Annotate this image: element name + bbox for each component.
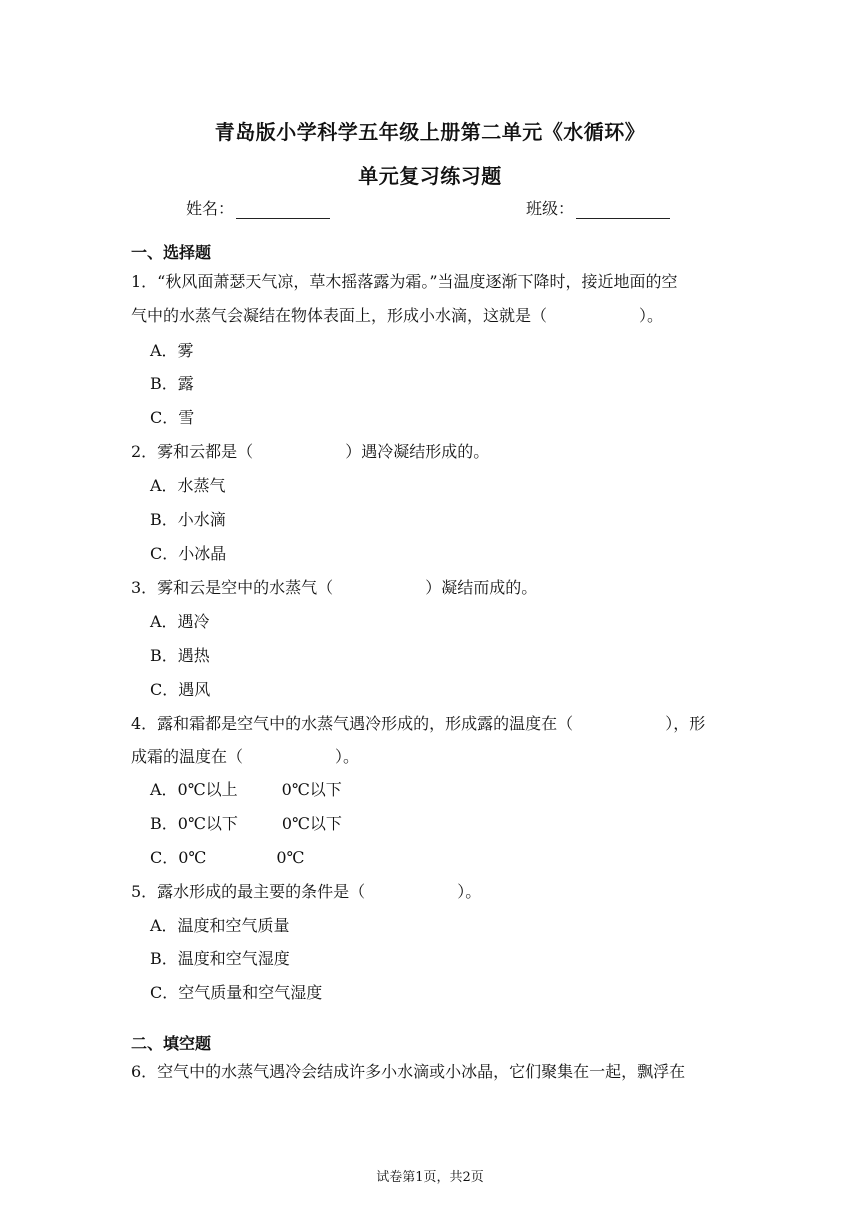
option-a-part-2: 0℃以下	[281, 780, 342, 799]
question-1-line-1: 1．“秋风面萧瑟天气凉，草木摇落露为霜。”当温度逐渐下降时，接近地面的空	[131, 272, 678, 291]
question-1-line-2	[131, 303, 731, 326]
question-3-tail: ）凝结而成的。	[425, 578, 538, 597]
option-a[interactable]: A．水蒸气	[150, 476, 226, 495]
section-heading-fill: 二、填空题	[131, 1034, 212, 1053]
question-2-text: 2．雾和云都是（	[131, 442, 254, 461]
section-heading-choice: 一、选择题	[131, 243, 212, 262]
page-footer: 试卷第1页，共2页	[376, 1170, 484, 1185]
question-2-tail: ）遇冷凝结形成的。	[345, 442, 490, 461]
question-5-text: 5．露水形成的最主要的条件是（	[131, 882, 366, 901]
name-label: 姓名：	[186, 199, 235, 218]
question-3-text: 3．雾和云是空中的水蒸气（	[131, 578, 334, 597]
question-6-line-1: 6．空气中的水蒸气遇冷会结成许多小水滴或小冰晶，它们聚集在一起，飘浮在	[131, 1062, 686, 1081]
option-a[interactable]	[150, 777, 342, 800]
option-b[interactable]: B．温度和空气湿度	[150, 949, 290, 968]
option-c[interactable]	[150, 845, 304, 868]
option-b[interactable]: B．露	[150, 374, 194, 393]
question-4-mid: ），形	[665, 714, 706, 733]
class-field	[526, 196, 670, 219]
option-a[interactable]: A．雾	[150, 341, 194, 360]
option-b-part-2: 0℃以下	[281, 814, 342, 833]
page-subtitle: 单元复习练习题	[358, 164, 502, 188]
name-blank[interactable]	[236, 203, 330, 219]
question-4-text: 4．露和霜都是空气中的水蒸气遇冷形成的，形成露的温度在（	[131, 714, 574, 733]
option-b[interactable]: B．小水滴	[150, 510, 226, 529]
question-4-line-1	[131, 711, 731, 734]
option-c[interactable]: C．空气质量和空气湿度	[150, 983, 323, 1002]
option-c-part-1: C．0℃	[150, 848, 207, 867]
option-b[interactable]: B．遇热	[150, 646, 210, 665]
question-4-text-2: 成霜的温度在（	[131, 747, 244, 766]
option-c[interactable]: C．雪	[150, 408, 195, 427]
option-b-part-1: B．0℃以下	[150, 814, 238, 833]
option-c-part-2: 0℃	[276, 848, 305, 867]
question-1-tail: ）。	[639, 306, 664, 325]
question-2	[131, 439, 731, 462]
class-blank[interactable]	[576, 203, 670, 219]
option-a[interactable]: A．温度和空气质量	[150, 916, 290, 935]
question-1-text: 气中的水蒸气会凝结在物体表面上，形成小水滴，这就是（	[131, 306, 548, 325]
question-3	[131, 575, 731, 598]
question-4-line-2	[131, 744, 731, 767]
name-field	[186, 196, 330, 219]
option-b[interactable]	[150, 811, 342, 834]
page-title: 青岛版小学科学五年级上册第二单元《水循环》	[214, 120, 646, 144]
question-5-tail: ）。	[457, 882, 482, 901]
option-a[interactable]: A．遇冷	[150, 612, 210, 631]
option-a-part-1: A．0℃以上	[150, 780, 238, 799]
class-label: 班级：	[526, 199, 575, 218]
option-c[interactable]: C．遇风	[150, 680, 211, 699]
option-c[interactable]: C．小冰晶	[150, 544, 227, 563]
question-5	[131, 879, 731, 902]
question-4-tail: ）。	[335, 747, 360, 766]
